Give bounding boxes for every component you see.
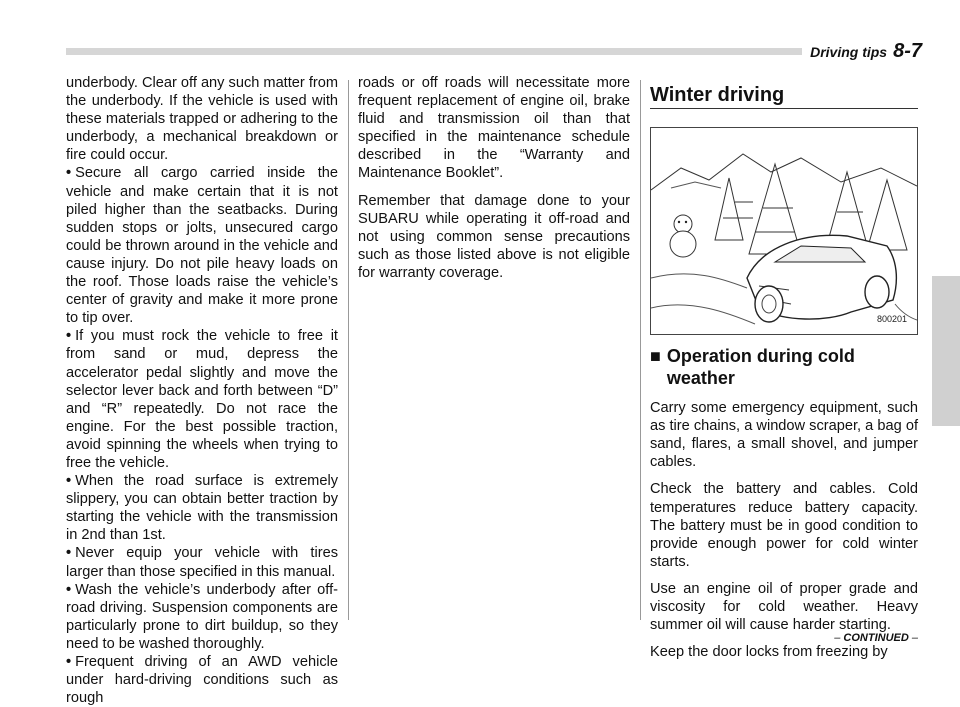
emergency-equipment-paragraph: Carry some emergency equipment, such as tire chains, a window scraper, a bag of sand, flares, a small shovel, and jumper cables. bbox=[650, 400, 918, 471]
header-section-title: Driving tips bbox=[810, 44, 888, 60]
bullet-item: • Never equip your vehicle with tires larger than those specified in this manual. bbox=[66, 545, 338, 580]
square-bullet-icon: ■ bbox=[650, 346, 661, 367]
bullet-item: • When the road surface is extremely slippery, you can obtain better traction by starting the vehicle with the transmission in 2nd than 1st. bbox=[66, 473, 338, 544]
column-divider-1 bbox=[348, 80, 349, 620]
header-rule bbox=[66, 48, 874, 55]
bullet-item: • Secure all cargo carried inside the vehicle and make certain that it is not piled higher than the seatbacks. During sudden stops or jolts, unsecured cargo could be thrown around in the vehicle and cause injury. Do not pile heavy loads on the roof. Those loads raise the vehicle’s center of gravity and make it more prone to tip over. bbox=[66, 165, 338, 327]
column-3 bbox=[650, 74, 918, 661]
winter-scene-drawing bbox=[651, 128, 917, 334]
subsection-title: Operation during cold weather bbox=[666, 346, 855, 389]
continued-note: – CONTINUED – bbox=[834, 632, 918, 644]
bullet-item: • If you must rock the vehicle to free it from sand or mud, depress the accelerator pedal slightly and move the selector lever back and forth between “D” and “R” repeatedly. Do not race the engine. For the best possible traction, avoid spinning the wheels when trying to free the vehicle. bbox=[66, 328, 338, 471]
chapter-side-tab bbox=[932, 276, 960, 426]
intro-paragraph: underbody. Clear off any such matter from the underbody. If the vehicle is used with these materials trapped or adhering to the underbody, a mechanical breakdown or fire could occur. bbox=[66, 75, 339, 164]
subsection-heading bbox=[650, 345, 918, 389]
figure-code: 800201 bbox=[876, 314, 907, 324]
column-2 bbox=[358, 74, 630, 282]
section-heading: Winter driving bbox=[650, 74, 918, 109]
bullet-icon: • bbox=[66, 545, 72, 562]
bullet-item: • Frequent driving of an AWD vehicle under hard-driving conditions such as rough bbox=[66, 654, 338, 707]
bullet-icon: • bbox=[66, 165, 72, 182]
door-locks-paragraph: Keep the door locks from freezing by bbox=[650, 644, 888, 661]
bullet-item: • Wash the vehicle’s underbody after off-road driving. Suspension components are particularly prone to dirt buildup, so they need to be washed thoroughly. bbox=[66, 581, 338, 652]
engine-oil-paragraph: Use an engine oil of proper grade and viscosity for cold weather. Heavy summer oil will cause harder starting. bbox=[650, 580, 918, 634]
bullet-icon: • bbox=[66, 654, 72, 670]
offroad-maintenance-paragraph: roads or off roads will necessitate more frequent replacement of engine oil, brake fluid and transmission oil than that specified in the maintenance schedule described in the “Warranty and Maintenance Booklet”. bbox=[358, 75, 630, 182]
winter-driving-illustration bbox=[650, 127, 918, 335]
header-page-number: 8-7 bbox=[893, 40, 922, 62]
battery-paragraph: Check the battery and cables. Cold temperatures reduce battery capacity. The battery must be in good condition to provide enough power for cold winter starts. bbox=[650, 481, 918, 570]
column-1 bbox=[66, 74, 338, 707]
warranty-paragraph: Remember that damage done to your SUBARU while operating it off-road and not using common sense precautions such as those listed above is not eligible for warranty coverage. bbox=[358, 192, 630, 281]
bullet-icon: • bbox=[66, 581, 72, 598]
column-divider-2 bbox=[640, 80, 641, 620]
bullet-icon: • bbox=[66, 473, 72, 490]
page-header bbox=[802, 40, 922, 64]
bullet-icon: • bbox=[66, 328, 72, 345]
